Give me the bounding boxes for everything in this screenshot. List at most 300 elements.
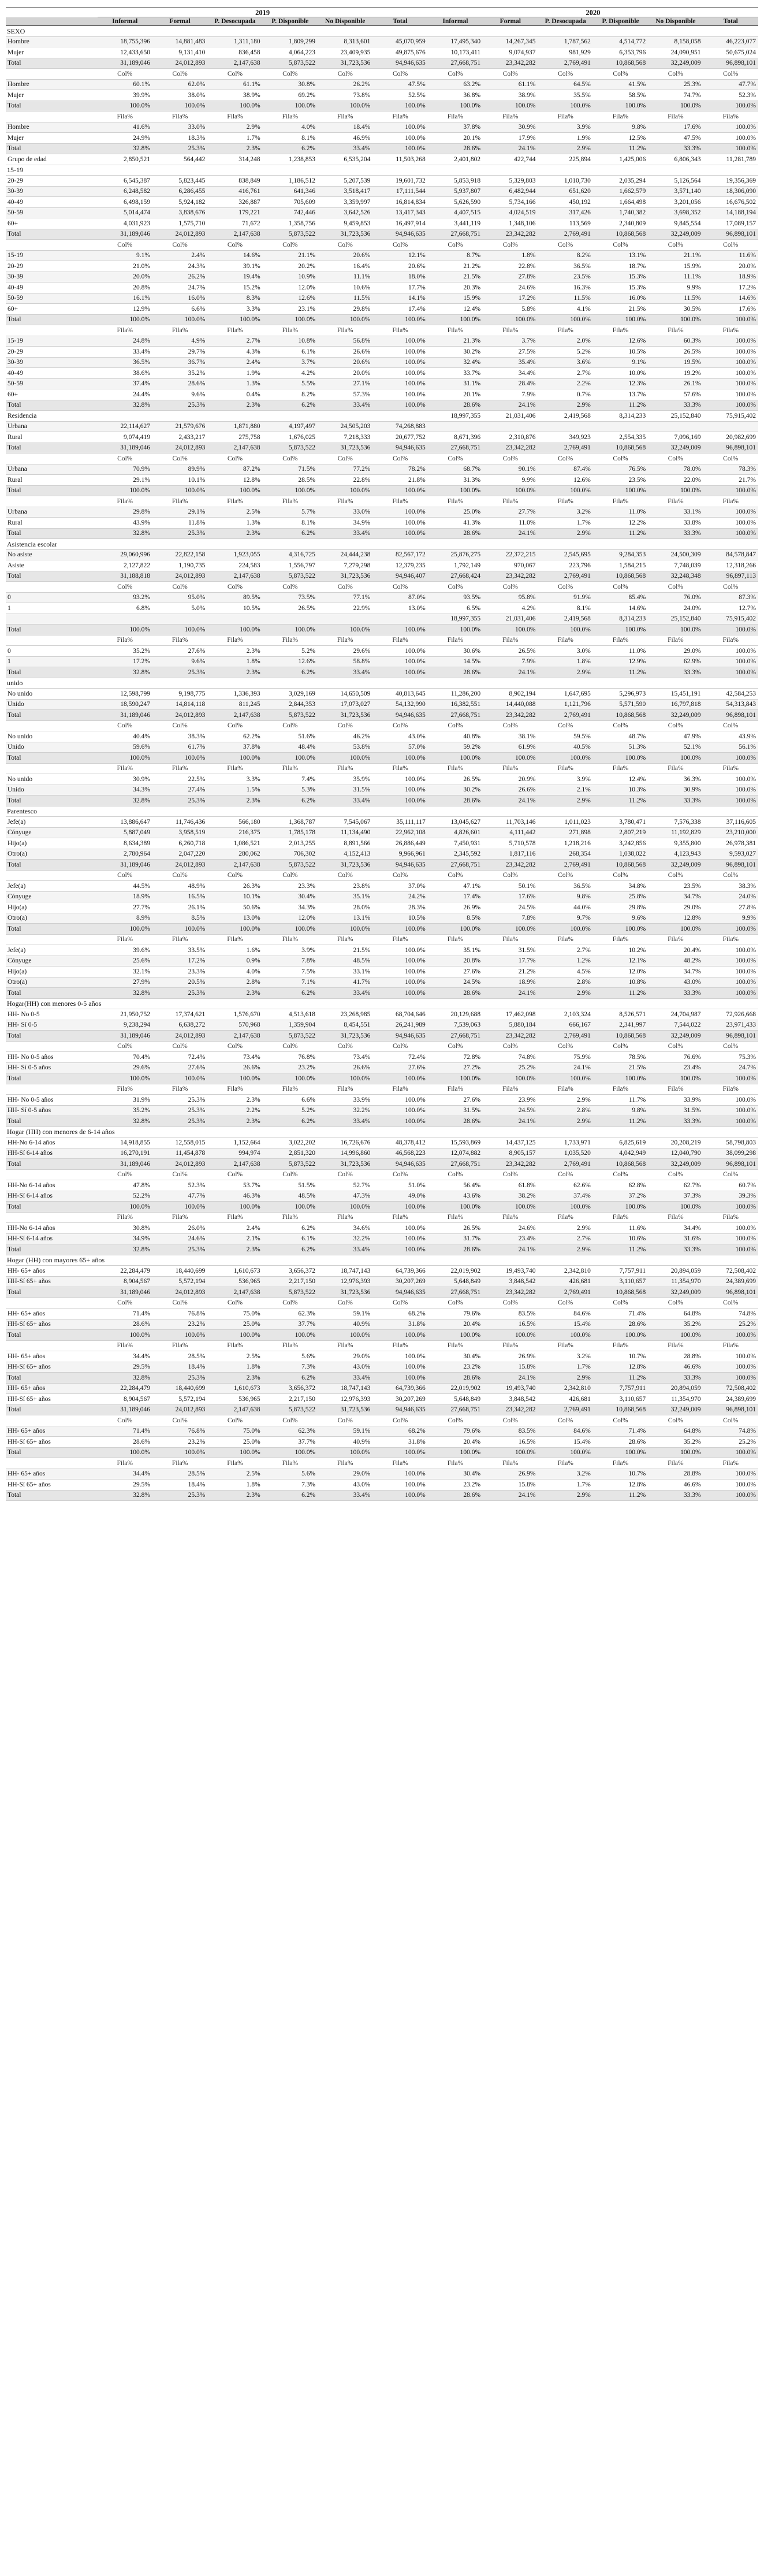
table-cell: Fila% bbox=[372, 325, 427, 336]
percent-type-row bbox=[6, 1340, 758, 1351]
table-cell: 5.6% bbox=[263, 1469, 318, 1480]
table-cell: 1,923,055 bbox=[207, 549, 262, 560]
table-cell: Fila% bbox=[483, 1458, 538, 1469]
table-cell: 48.5% bbox=[263, 1191, 318, 1202]
table-cell: 2.9% bbox=[538, 1373, 592, 1384]
row-label: Hijo(a) bbox=[6, 902, 98, 913]
table-cell: 24,012,893 bbox=[152, 1404, 207, 1415]
table-cell: 51.6% bbox=[263, 731, 318, 742]
table-cell: Col% bbox=[98, 1415, 152, 1426]
table-cell: Fila% bbox=[648, 496, 703, 507]
row-label: HH- 65+ años bbox=[6, 1309, 98, 1319]
table-cell: 12,558,015 bbox=[152, 1138, 207, 1148]
table-cell: 34.7% bbox=[648, 967, 703, 977]
table-cell: 838,849 bbox=[207, 176, 262, 187]
table-cell: Fila% bbox=[648, 934, 703, 945]
table-cell: 32,249,009 bbox=[648, 1031, 703, 1042]
table-cell: 26.6% bbox=[483, 785, 538, 796]
table-cell: 33.4% bbox=[318, 1116, 372, 1127]
table-cell: 64,739,366 bbox=[372, 1266, 427, 1277]
table-cell: Col% bbox=[593, 1298, 648, 1309]
table-cell: 10.0% bbox=[593, 368, 648, 379]
table-cell: 8.1% bbox=[263, 133, 318, 144]
table-cell: 100.0% bbox=[372, 1362, 427, 1373]
row-label: 30-39 bbox=[6, 272, 98, 282]
table-cell: 4.1% bbox=[538, 304, 592, 315]
table-cell: 8.2% bbox=[538, 250, 592, 261]
table-cell: 26.1% bbox=[152, 902, 207, 913]
table-cell: 100.0% bbox=[372, 625, 427, 635]
table-cell: 12.8% bbox=[648, 913, 703, 924]
table-cell: 100.0% bbox=[207, 101, 262, 111]
table-cell: 37.0% bbox=[372, 881, 427, 892]
row-label: No unido bbox=[6, 731, 98, 742]
table-cell: Col% bbox=[483, 1298, 538, 1309]
table-cell: 5.8% bbox=[483, 304, 538, 315]
table-cell: 26,886,449 bbox=[372, 838, 427, 849]
table-cell bbox=[207, 411, 262, 422]
table-row bbox=[6, 592, 758, 603]
table-cell: 64.8% bbox=[648, 1309, 703, 1319]
table-row bbox=[6, 1095, 758, 1106]
table-cell: 20.1% bbox=[428, 133, 483, 144]
table-cell: 94,946,407 bbox=[372, 571, 427, 582]
table-cell: 100.0% bbox=[152, 485, 207, 496]
table-cell: 33.4% bbox=[318, 667, 372, 678]
table-cell: 1.2% bbox=[538, 956, 592, 967]
section-label: Hogar (HH) con mayores 65+ años bbox=[6, 1255, 758, 1266]
table-cell: Fila% bbox=[372, 1340, 427, 1351]
table-row bbox=[6, 421, 758, 432]
table-cell: 72.8% bbox=[428, 1052, 483, 1063]
table-cell: 22.8% bbox=[483, 261, 538, 272]
table-cell: 25.3% bbox=[152, 1116, 207, 1127]
row-label bbox=[6, 1415, 98, 1426]
table-cell: 3,518,417 bbox=[318, 186, 372, 197]
table-cell: 14.5% bbox=[428, 656, 483, 667]
table-cell: Fila% bbox=[593, 496, 648, 507]
table-cell: 40.9% bbox=[318, 1437, 372, 1448]
table-cell: 29.6% bbox=[98, 1062, 152, 1073]
table-cell: 50.6% bbox=[207, 902, 262, 913]
table-cell: 21.5% bbox=[593, 304, 648, 315]
table-cell: 100.0% bbox=[648, 101, 703, 111]
row-label: 1 bbox=[6, 603, 98, 614]
table-cell: 78.3% bbox=[703, 464, 758, 475]
table-cell: 33.3% bbox=[648, 1373, 703, 1384]
table-cell: 31,723,536 bbox=[318, 1287, 372, 1298]
table-cell: 29.5% bbox=[98, 1480, 152, 1490]
table-cell: 15,451,191 bbox=[648, 689, 703, 700]
table-cell: 100.0% bbox=[703, 357, 758, 368]
table-cell: 24.1% bbox=[483, 528, 538, 539]
table-cell: Fila% bbox=[593, 763, 648, 774]
table-cell: Fila% bbox=[263, 325, 318, 336]
table-cell: 31.5% bbox=[483, 945, 538, 956]
table-cell: 23,342,282 bbox=[483, 1031, 538, 1042]
table-cell: 3.0% bbox=[538, 646, 592, 657]
table-cell: 47.7% bbox=[703, 79, 758, 90]
total-row bbox=[6, 1404, 758, 1415]
table-cell: 100.0% bbox=[483, 1330, 538, 1341]
table-cell: 1,740,382 bbox=[593, 207, 648, 218]
table-cell: 24.1% bbox=[538, 1062, 592, 1073]
table-cell: 31.5% bbox=[318, 785, 372, 796]
table-cell: 641,346 bbox=[263, 186, 318, 197]
table-cell: 9,284,353 bbox=[593, 549, 648, 560]
table-cell: 4,111,442 bbox=[483, 827, 538, 838]
table-cell: Col% bbox=[648, 582, 703, 593]
table-cell: 100.0% bbox=[372, 518, 427, 529]
table-cell: 100.0% bbox=[318, 924, 372, 935]
table-cell: 100.0% bbox=[263, 101, 318, 111]
table-row bbox=[6, 646, 758, 657]
table-cell: Col% bbox=[152, 720, 207, 731]
table-row bbox=[6, 250, 758, 261]
table-cell: 2,047,220 bbox=[152, 849, 207, 860]
table-cell: 33.4% bbox=[98, 347, 152, 358]
table-cell: 33.1% bbox=[318, 967, 372, 977]
table-cell: 100.0% bbox=[207, 753, 262, 764]
table-cell: 8,313,601 bbox=[318, 36, 372, 47]
row-label: Total bbox=[6, 1031, 98, 1042]
table-cell: 5.2% bbox=[263, 1105, 318, 1116]
table-cell: 32,249,009 bbox=[648, 58, 703, 69]
table-cell: 8,526,571 bbox=[593, 1009, 648, 1020]
table-cell: 14.6% bbox=[703, 293, 758, 304]
table-cell: 7.9% bbox=[483, 656, 538, 667]
row-label: HH- Sí 0-5 años bbox=[6, 1105, 98, 1116]
table-cell: 2.2% bbox=[538, 378, 592, 389]
row-label: 15-19 bbox=[6, 250, 98, 261]
table-cell: 71.4% bbox=[98, 1426, 152, 1437]
total-row bbox=[6, 1490, 758, 1501]
table-cell: 46.9% bbox=[318, 133, 372, 144]
table-cell: 100.0% bbox=[703, 1233, 758, 1244]
table-cell: 100.0% bbox=[703, 1244, 758, 1255]
table-cell: 31.8% bbox=[372, 1437, 427, 1448]
table-cell: 2.9% bbox=[538, 796, 592, 806]
table-cell: 6.2% bbox=[263, 528, 318, 539]
table-cell: 16.3% bbox=[538, 282, 592, 293]
section-header-row bbox=[6, 1255, 758, 1266]
table-cell: 6,498,159 bbox=[98, 197, 152, 208]
table-cell: Fila% bbox=[207, 111, 262, 122]
total-row bbox=[6, 988, 758, 999]
table-cell: 23.4% bbox=[648, 1062, 703, 1073]
labor-status-table bbox=[6, 7, 758, 1501]
table-cell: 41.6% bbox=[98, 122, 152, 133]
row-label bbox=[6, 763, 98, 774]
table-cell: 24.7% bbox=[152, 282, 207, 293]
table-row bbox=[6, 464, 758, 475]
table-cell: 48.5% bbox=[318, 956, 372, 967]
table-cell: 4.5% bbox=[538, 967, 592, 977]
table-cell: 94,946,635 bbox=[372, 710, 427, 721]
table-row bbox=[6, 549, 758, 560]
table-cell: Col% bbox=[98, 240, 152, 251]
row-label: Total bbox=[6, 625, 98, 635]
table-cell: 24.1% bbox=[483, 796, 538, 806]
table-row bbox=[6, 389, 758, 400]
percent-type-row bbox=[6, 1169, 758, 1180]
row-label: Rural bbox=[6, 432, 98, 443]
table-cell: 94,946,635 bbox=[372, 58, 427, 69]
table-cell: Col% bbox=[428, 1169, 483, 1180]
table-cell: 1,121,796 bbox=[538, 699, 592, 710]
table-cell: Fila% bbox=[318, 934, 372, 945]
table-cell: 24.1% bbox=[483, 1490, 538, 1501]
table-cell: 25,152,840 bbox=[648, 411, 703, 422]
table-cell: Fila% bbox=[98, 1458, 152, 1469]
table-cell: 33.9% bbox=[648, 1095, 703, 1106]
table-cell: 100.0% bbox=[152, 753, 207, 764]
row-label: HH-Sí 65+ años bbox=[6, 1437, 98, 1448]
table-cell: 70.9% bbox=[98, 464, 152, 475]
table-cell: 11.0% bbox=[593, 507, 648, 518]
table-row bbox=[6, 282, 758, 293]
table-cell: Fila% bbox=[648, 1340, 703, 1351]
table-cell: 48.9% bbox=[152, 881, 207, 892]
table-row bbox=[6, 207, 758, 218]
table-cell: 27,668,751 bbox=[428, 443, 483, 454]
row-label: Total bbox=[6, 796, 98, 806]
table-cell: 100.0% bbox=[372, 1223, 427, 1234]
table-cell: Fila% bbox=[703, 1340, 758, 1351]
table-cell: 24,012,893 bbox=[152, 1287, 207, 1298]
table-cell: 32,249,009 bbox=[648, 1287, 703, 1298]
row-label: 20-29 bbox=[6, 176, 98, 187]
table-cell: 26.6% bbox=[207, 1062, 262, 1073]
table-cell: 34.3% bbox=[98, 785, 152, 796]
table-cell: Col% bbox=[98, 1041, 152, 1052]
table-cell: Fila% bbox=[207, 1212, 262, 1223]
table-cell: 12.0% bbox=[593, 967, 648, 977]
table-cell: 44.0% bbox=[538, 902, 592, 913]
table-cell: 73.5% bbox=[263, 592, 318, 603]
table-cell: 29.0% bbox=[318, 1351, 372, 1362]
table-cell: 2,013,255 bbox=[263, 838, 318, 849]
percent-type-row bbox=[6, 1212, 758, 1223]
table-cell: Fila% bbox=[593, 635, 648, 646]
table-cell: 20,677,752 bbox=[372, 432, 427, 443]
table-cell: 100.0% bbox=[538, 753, 592, 764]
total-row bbox=[6, 1373, 758, 1384]
row-label: Total bbox=[6, 443, 98, 454]
table-cell: 26.5% bbox=[263, 603, 318, 614]
table-cell: Col% bbox=[318, 720, 372, 731]
table-cell: 2.3% bbox=[207, 1095, 262, 1106]
row-label bbox=[6, 582, 98, 593]
row-label: 1 bbox=[6, 656, 98, 667]
table-cell: Col% bbox=[593, 454, 648, 464]
table-cell: 24.2% bbox=[372, 891, 427, 902]
table-cell: 2.4% bbox=[207, 357, 262, 368]
table-cell: 27,668,424 bbox=[428, 571, 483, 582]
table-cell: 58.5% bbox=[593, 90, 648, 101]
table-cell: Fila% bbox=[318, 1212, 372, 1223]
table-cell: 3.3% bbox=[207, 304, 262, 315]
table-cell: 28.6% bbox=[593, 1319, 648, 1330]
table-cell: Col% bbox=[538, 69, 592, 80]
table-cell: 32,249,009 bbox=[648, 1404, 703, 1415]
table-cell: 179,221 bbox=[207, 207, 262, 218]
table-cell: 11.2% bbox=[593, 1116, 648, 1127]
table-cell: Fila% bbox=[152, 1458, 207, 1469]
table-cell: 100.0% bbox=[483, 753, 538, 764]
table-cell: 37,116,605 bbox=[703, 817, 758, 828]
table-cell: 24,505,203 bbox=[318, 421, 372, 432]
table-cell: 31,188,818 bbox=[98, 571, 152, 582]
table-cell: 26,978,381 bbox=[703, 838, 758, 849]
table-cell: 3,441,119 bbox=[428, 218, 483, 229]
table-cell: 8,891,566 bbox=[318, 838, 372, 849]
table-cell: 22,284,479 bbox=[98, 1383, 152, 1394]
table-cell: 5,873,522 bbox=[263, 58, 318, 69]
table-cell: 26.5% bbox=[428, 774, 483, 785]
table-cell: 100.0% bbox=[372, 977, 427, 988]
table-cell: 25.3% bbox=[648, 79, 703, 90]
table-cell: 73.4% bbox=[207, 1052, 262, 1063]
table-cell: 100.0% bbox=[483, 101, 538, 111]
table-cell: 100.0% bbox=[428, 753, 483, 764]
table-row bbox=[6, 1009, 758, 1020]
table-cell: 2,554,335 bbox=[593, 432, 648, 443]
table-cell: 33.3% bbox=[648, 796, 703, 806]
table-cell: 3,022,202 bbox=[263, 1138, 318, 1148]
row-label: Mujer bbox=[6, 90, 98, 101]
table-cell: 21.2% bbox=[428, 261, 483, 272]
row-label: HH-Sí 6-14 años bbox=[6, 1233, 98, 1244]
table-cell: 100.0% bbox=[372, 924, 427, 935]
table-cell: 2,769,491 bbox=[538, 1159, 592, 1170]
table-cell: 30,207,269 bbox=[372, 1394, 427, 1405]
table-cell: 100.0% bbox=[703, 956, 758, 967]
table-cell: 271,898 bbox=[538, 827, 592, 838]
table-cell: 2.3% bbox=[207, 667, 262, 678]
table-row bbox=[6, 1233, 758, 1244]
table-cell: Col% bbox=[318, 454, 372, 464]
table-cell: 32.8% bbox=[98, 1244, 152, 1255]
row-label: HH-Sí 65+ años bbox=[6, 1319, 98, 1330]
percent-type-row bbox=[6, 720, 758, 731]
table-cell: 100.0% bbox=[372, 528, 427, 539]
table-cell: 7,757,911 bbox=[593, 1383, 648, 1394]
row-label: Total bbox=[6, 1490, 98, 1501]
table-cell: 2.4% bbox=[207, 1223, 262, 1234]
table-cell: 28.0% bbox=[318, 902, 372, 913]
table-cell: 76.0% bbox=[648, 592, 703, 603]
table-cell bbox=[263, 614, 318, 625]
table-cell: 100.0% bbox=[593, 625, 648, 635]
table-cell: 32.8% bbox=[98, 988, 152, 999]
table-cell: 25.2% bbox=[703, 1319, 758, 1330]
table-cell: 22.8% bbox=[318, 475, 372, 486]
table-cell: 74.8% bbox=[703, 1309, 758, 1319]
table-cell: 100.0% bbox=[372, 1244, 427, 1255]
table-cell: 9,131,410 bbox=[152, 47, 207, 58]
table-cell: 5,873,522 bbox=[263, 1404, 318, 1415]
table-cell: 3,642,526 bbox=[318, 207, 372, 218]
table-cell: Fila% bbox=[263, 496, 318, 507]
table-cell: 12,976,393 bbox=[318, 1276, 372, 1287]
table-cell: 100.0% bbox=[648, 1447, 703, 1458]
table-cell: 34.9% bbox=[318, 518, 372, 529]
table-cell: 2,147,638 bbox=[207, 571, 262, 582]
table-cell: 23,342,282 bbox=[483, 860, 538, 871]
table-cell: 41.3% bbox=[428, 518, 483, 529]
table-cell: 11,703,146 bbox=[483, 817, 538, 828]
table-row bbox=[6, 1062, 758, 1073]
row-label: Hombre bbox=[6, 79, 98, 90]
table-cell: 100.0% bbox=[703, 122, 758, 133]
table-cell: 38.3% bbox=[703, 881, 758, 892]
table-cell: 100.0% bbox=[703, 924, 758, 935]
table-cell: 100.0% bbox=[372, 1095, 427, 1106]
table-cell: 22.5% bbox=[152, 774, 207, 785]
table-cell: 1,575,710 bbox=[152, 218, 207, 229]
table-cell: 9,355,800 bbox=[648, 838, 703, 849]
row-label: Total bbox=[6, 101, 98, 111]
table-cell: 100.0% bbox=[318, 1202, 372, 1213]
table-cell: 12,976,393 bbox=[318, 1394, 372, 1405]
table-cell: 21.5% bbox=[428, 272, 483, 282]
table-cell: 35.5% bbox=[538, 90, 592, 101]
table-cell: Col% bbox=[593, 720, 648, 731]
table-cell: Col% bbox=[483, 454, 538, 464]
table-cell: 18,747,143 bbox=[318, 1266, 372, 1277]
table-cell: 17,374,621 bbox=[152, 1009, 207, 1020]
table-cell: Col% bbox=[428, 582, 483, 593]
table-cell: 17.6% bbox=[648, 122, 703, 133]
table-cell: 23.2% bbox=[152, 1437, 207, 1448]
table-cell: 1.3% bbox=[207, 378, 262, 389]
table-cell: 32,249,009 bbox=[648, 710, 703, 721]
table-row bbox=[6, 1105, 758, 1116]
table-cell: 53.8% bbox=[318, 742, 372, 753]
table-cell: Col% bbox=[263, 69, 318, 80]
table-cell: 2,147,638 bbox=[207, 1159, 262, 1170]
table-cell: 17.2% bbox=[98, 656, 152, 667]
table-cell: 3.7% bbox=[483, 336, 538, 347]
section-header-row bbox=[6, 678, 758, 689]
table-cell: 100.0% bbox=[703, 143, 758, 154]
table-cell: 24.8% bbox=[98, 336, 152, 347]
table-cell bbox=[152, 411, 207, 422]
table-cell: Col% bbox=[593, 1169, 648, 1180]
table-cell: 1.8% bbox=[207, 1362, 262, 1373]
row-label: Total bbox=[6, 1244, 98, 1255]
table-row bbox=[6, 881, 758, 892]
table-cell: 29.8% bbox=[318, 304, 372, 315]
table-cell: 78.2% bbox=[372, 464, 427, 475]
table-cell: 100.0% bbox=[538, 625, 592, 635]
table-cell: 0.7% bbox=[538, 389, 592, 400]
table-cell: 28.5% bbox=[152, 1351, 207, 1362]
table-cell: 7.3% bbox=[263, 1480, 318, 1490]
table-row bbox=[6, 197, 758, 208]
section-label: SEXO bbox=[6, 26, 758, 37]
table-cell: 14,814,118 bbox=[152, 699, 207, 710]
table-cell: 34.4% bbox=[483, 368, 538, 379]
table-cell: Col% bbox=[207, 240, 262, 251]
table-cell: 3,780,471 bbox=[593, 817, 648, 828]
table-cell: 30.4% bbox=[428, 1351, 483, 1362]
section-header-row bbox=[6, 26, 758, 37]
table-cell: 25.3% bbox=[152, 1244, 207, 1255]
table-cell: 32.8% bbox=[98, 528, 152, 539]
table-cell: Fila% bbox=[703, 496, 758, 507]
